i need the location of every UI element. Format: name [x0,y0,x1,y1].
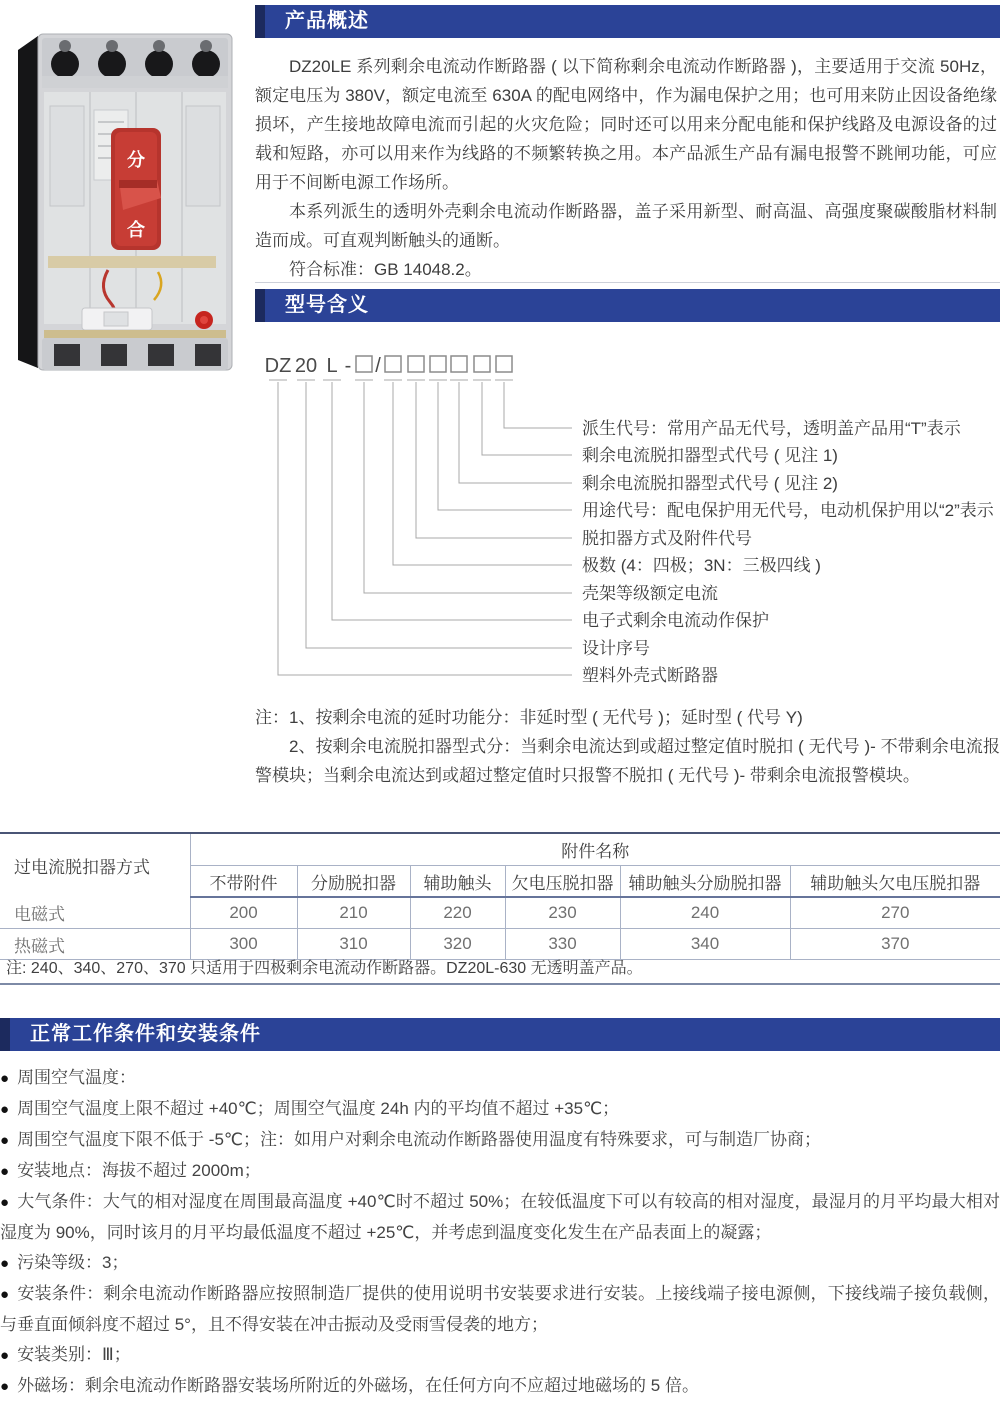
model-code-box [385,356,401,372]
table-subheader: 辅助触头分励脱扣器 [620,866,790,898]
section-header-conditions [0,1018,1000,1051]
model-label-mccb: 塑料外壳式断路器 [582,666,718,685]
condition-text: 外磁场：剩余电流动作断路器安装场所附近的外磁场，在任何方向不应超过地磁场的 5 倍。 [17,1376,699,1395]
condition-item [0,1125,1000,1156]
overview-paragraph-1: DZ20LE 系列剩余电流动作断路器 ( 以下简称剩余电流动作断路器 )，主要适用于交流 50Hz，额定电压为 380V，额定电流至 630A 的配电网络中，作为漏电保护之用；也可用来防止因设备绝缘损坏，产生接地故障电流而引起的火灾危险；同时还可以用来分配电能和保护线路及电源设备的过载和短路，亦可以用来作为线路的不频繁转换之用。本产品派生产品有漏电报警不跳闸功能，可应用于不间断电源工作场所。 [255,57,997,192]
table-cell: 330 [505,929,620,960]
bullet-icon: ● [0,1255,10,1272]
model-code-box [356,356,372,372]
table-subheader: 分励脱扣器 [297,866,410,898]
model-code-box [474,356,490,372]
section-divider [255,282,1000,283]
model-code-l: L [326,355,338,377]
table-note: 注: 240、340、270、370 只适用于四极剩余电流动作断路器。DZ20L-630 无透明盖产品。 [0,953,1000,985]
overview-paragraph-3: 符合标准：GB 14048.2。 [289,260,482,279]
model-code-dash: - [344,355,352,377]
bullet-icon: ● [0,1286,10,1303]
table-group-header: 附件名称 [190,833,1000,866]
condition-text: 污染等级：3； [17,1253,129,1272]
table-cell: 340 [620,929,790,960]
model-label-electronic-rc-protection: 电子式剩余电流动作保护 [582,611,769,630]
table-cell: 370 [790,929,1000,960]
table-cell: 230 [505,897,620,929]
overview-paragraphs [255,52,997,284]
header-accent-strip [255,5,265,38]
table-row-label: 热磁式 [0,929,190,960]
section-title-overview: 产品概述 [285,10,369,32]
table-cell: 270 [790,897,1000,929]
bullet-icon: ● [0,1378,10,1395]
product-photo [8,22,240,377]
model-code-diagram [255,350,1000,695]
conditions-list [0,1063,1000,1402]
table-row-label: 电磁式 [0,897,190,929]
condition-text: 安装条件：剩余电流动作断路器应按照制造厂提供的使用说明书安装要求进行安装。上接线端子接电源侧，下接线端子接负载侧，与垂直面倾斜度不超过 5°，且不得安装在冲击振动及受雨雪侵袭的地方； [0,1284,1000,1334]
model-code-dz: DZ [264,355,292,377]
condition-item [0,1248,1000,1279]
accessory-table [0,832,1000,960]
bullet-icon: ● [0,1163,10,1180]
condition-item [0,1156,1000,1187]
rocker-off-label: 分 [127,150,145,170]
model-label-rc-release-type-1: 剩余电流脱扣器型式代号 ( 见注 1) [582,446,838,465]
model-label-design-serial: 设计序号 [582,639,650,658]
section-header-overview [255,5,1000,38]
table-cell: 200 [190,897,297,929]
section-title-model: 型号含义 [285,294,369,316]
table-subheader: 辅助触头欠电压脱扣器 [790,866,1000,898]
bullet-icon: ● [0,1132,10,1149]
condition-text: 安装类别：Ⅲ； [17,1345,131,1364]
bullet-icon: ● [0,1194,10,1211]
condition-item [0,1340,1000,1371]
table-cell: 220 [410,897,505,929]
rocker-on-label: 合 [127,220,145,240]
photo-side-face [18,36,38,368]
model-label-poles: 极数 (4：四极；3N：三极四线 ) [582,556,821,575]
condition-text: 大气条件：大气的相对湿度在周围最高温度 +40℃时不超过 50%；在较低温度下可以有较高的相对湿度，最湿月的月平均最大相对湿度为 90%，同时该月的月平均最低温度不超过 +25℃，并考虑到温度变化发生在产品表面上的凝露； [0,1192,1000,1242]
table-subheader: 欠电压脱扣器 [505,866,620,898]
bullet-icon: ● [0,1070,10,1087]
model-notes [255,703,1000,790]
model-note-1: 注：1、按剩余电流的延时功能分：非延时型 ( 无代号 )；延时型 ( 代号 Y) [255,708,803,727]
bullet-icon: ● [0,1347,10,1364]
condition-text: 周围空气温度下限不低于 -5℃；注：如用户对剩余电流动作断路器使用温度有特殊要求，可与制造厂协商； [17,1130,821,1149]
bullet-icon: ● [0,1101,10,1118]
model-code-box [496,356,512,372]
section-header-model [255,289,1000,322]
model-note-2: 2、按剩余电流脱扣器型式分：当剩余电流达到或超过整定值时脱扣 ( 无代号 )- 不带剩余电流报警模块；当剩余电流达到或超过整定值时只报警不脱扣 ( 无代号 )- 带剩余电流报警模块。 [255,737,1000,785]
condition-item [0,1094,1000,1125]
condition-item [0,1279,1000,1340]
table-cell: 300 [190,929,297,960]
table-cell: 240 [620,897,790,929]
condition-item [0,1187,1000,1248]
model-label-rc-release-type-2: 剩余电流脱扣器型式代号 ( 见注 2) [582,474,838,493]
model-code-20: 20 [294,355,318,377]
table-cell: 210 [297,897,410,929]
model-code-box [451,356,467,372]
model-code-box [430,356,446,372]
overview-paragraph-2: 本系列派生的透明外壳剩余电流动作断路器，盖子采用新型、耐高温、高强度聚碳酸脂材料制造而成。可直观判断触头的通断。 [255,202,997,250]
condition-text: 周围空气温度上限不超过 +40℃；周围空气温度 24h 内的平均值不超过 +35℃； [17,1099,620,1118]
table-col1-header: 过电流脱扣器方式 [14,858,150,877]
model-label-derived-code: 派生代号：常用产品无代号，透明盖产品用“T”表示 [582,419,961,438]
header-accent-strip [255,289,265,322]
model-code-box [408,356,424,372]
condition-text: 安装地点：海拔不超过 2000m； [17,1161,261,1180]
section-title-conditions: 正常工作条件和安装条件 [30,1023,261,1045]
table-cell: 310 [297,929,410,960]
header-accent-strip [0,1018,10,1051]
table-subheader: 不带附件 [190,866,297,898]
condition-item [0,1063,1000,1094]
photo-rocker-switch [111,128,161,250]
condition-text: 周围空气温度： [17,1068,137,1087]
model-label-usage-code: 用途代号：配电保护用无代号，电动机保护用以“2”表示 [582,501,994,520]
table-cell: 320 [410,929,505,960]
model-label-frame-current: 壳架等级额定电流 [582,584,718,603]
condition-item [0,1371,1000,1402]
model-label-release-accessory-code: 脱扣器方式及附件代号 [582,529,752,548]
model-code-slash: / [375,355,381,377]
table-subheader: 辅助触头 [410,866,505,898]
